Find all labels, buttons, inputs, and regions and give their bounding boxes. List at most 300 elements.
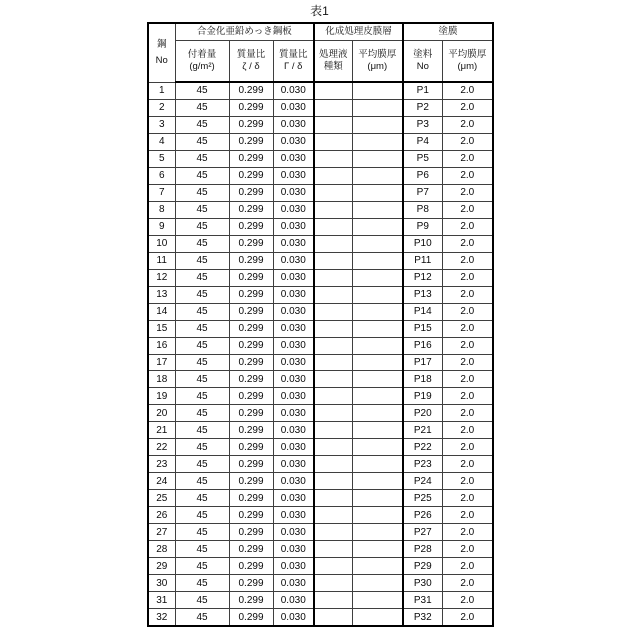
cell-paint-film-thickness: 2.0 — [442, 303, 493, 320]
table-row — [148, 490, 493, 507]
cell-paint-film-thickness: 2.0 — [442, 269, 493, 286]
cell-no: 19 — [148, 388, 175, 405]
cell-mass-ratio-zeta: 0.299 — [229, 558, 273, 575]
table-row — [148, 201, 493, 218]
header-paint-no: 塗料 No — [403, 41, 442, 83]
cell-paint-no: P25 — [403, 490, 442, 507]
cell-coating-weight: 45 — [175, 218, 229, 235]
header-conversion-avg-thickness: 平均膜厚 (μm) — [352, 41, 403, 83]
cell-mass-ratio-zeta: 0.299 — [229, 218, 273, 235]
cell-paint-no: P10 — [403, 235, 442, 252]
cell-coating-weight: 45 — [175, 116, 229, 133]
cell-conversion-film-thickness — [352, 558, 403, 575]
cell-paint-film-thickness: 2.0 — [442, 490, 493, 507]
cell-paint-film-thickness: 2.0 — [442, 456, 493, 473]
cell-coating-weight: 45 — [175, 235, 229, 252]
cell-paint-no: P1 — [403, 82, 442, 99]
cell-paint-no: P7 — [403, 184, 442, 201]
cell-mass-ratio-gamma: 0.030 — [273, 507, 314, 524]
cell-paint-no: P21 — [403, 422, 442, 439]
header-group-conversion-film: 化成処理皮膜層 — [314, 23, 403, 41]
table-row — [148, 609, 493, 626]
table-row — [148, 82, 493, 99]
cell-treatment-liquid-type — [314, 150, 352, 167]
cell-mass-ratio-zeta: 0.299 — [229, 320, 273, 337]
table-row — [148, 575, 493, 592]
cell-conversion-film-thickness — [352, 218, 403, 235]
cell-conversion-film-thickness — [352, 422, 403, 439]
table-row — [148, 473, 493, 490]
cell-treatment-liquid-type — [314, 388, 352, 405]
cell-no: 14 — [148, 303, 175, 320]
cell-no: 28 — [148, 541, 175, 558]
cell-coating-weight: 45 — [175, 558, 229, 575]
cell-mass-ratio-zeta: 0.299 — [229, 405, 273, 422]
cell-conversion-film-thickness — [352, 592, 403, 609]
cell-no: 8 — [148, 201, 175, 218]
cell-mass-ratio-gamma: 0.030 — [273, 201, 314, 218]
cell-paint-film-thickness: 2.0 — [442, 371, 493, 388]
cell-paint-film-thickness: 2.0 — [442, 575, 493, 592]
cell-mass-ratio-gamma: 0.030 — [273, 354, 314, 371]
cell-coating-weight: 45 — [175, 201, 229, 218]
cell-coating-weight: 45 — [175, 167, 229, 184]
cell-paint-film-thickness: 2.0 — [442, 609, 493, 626]
cell-paint-no: P27 — [403, 524, 442, 541]
cell-paint-film-thickness: 2.0 — [442, 473, 493, 490]
header-coating-weight: 付着量 (g/m²) — [175, 41, 229, 83]
cell-mass-ratio-gamma: 0.030 — [273, 218, 314, 235]
cell-coating-weight: 45 — [175, 252, 229, 269]
header-steel-no: 鋼 No — [148, 23, 175, 82]
cell-treatment-liquid-type — [314, 541, 352, 558]
cell-paint-film-thickness: 2.0 — [442, 218, 493, 235]
cell-paint-film-thickness: 2.0 — [442, 184, 493, 201]
table-row — [148, 456, 493, 473]
cell-conversion-film-thickness — [352, 99, 403, 116]
cell-coating-weight: 45 — [175, 490, 229, 507]
header-mass-ratio-zeta: 質量比 ζ / δ — [229, 41, 273, 83]
cell-coating-weight: 45 — [175, 456, 229, 473]
cell-no: 20 — [148, 405, 175, 422]
table-row — [148, 269, 493, 286]
cell-no: 7 — [148, 184, 175, 201]
table-row — [148, 184, 493, 201]
cell-treatment-liquid-type — [314, 167, 352, 184]
cell-coating-weight: 45 — [175, 150, 229, 167]
cell-mass-ratio-gamma: 0.030 — [273, 592, 314, 609]
cell-treatment-liquid-type — [314, 218, 352, 235]
table-row — [148, 99, 493, 116]
data-table — [147, 22, 494, 627]
cell-no: 11 — [148, 252, 175, 269]
table-row — [148, 116, 493, 133]
cell-paint-no: P26 — [403, 507, 442, 524]
cell-conversion-film-thickness — [352, 541, 403, 558]
cell-paint-film-thickness: 2.0 — [442, 286, 493, 303]
cell-treatment-liquid-type — [314, 609, 352, 626]
cell-no: 21 — [148, 422, 175, 439]
cell-coating-weight: 45 — [175, 303, 229, 320]
cell-mass-ratio-zeta: 0.299 — [229, 337, 273, 354]
cell-conversion-film-thickness — [352, 269, 403, 286]
cell-paint-film-thickness: 2.0 — [442, 524, 493, 541]
cell-coating-weight: 45 — [175, 269, 229, 286]
cell-conversion-film-thickness — [352, 167, 403, 184]
cell-conversion-film-thickness — [352, 388, 403, 405]
table-row — [148, 235, 493, 252]
cell-treatment-liquid-type — [314, 201, 352, 218]
cell-treatment-liquid-type — [314, 269, 352, 286]
cell-paint-no: P19 — [403, 388, 442, 405]
cell-coating-weight: 45 — [175, 609, 229, 626]
cell-no: 2 — [148, 99, 175, 116]
cell-treatment-liquid-type — [314, 592, 352, 609]
table-row — [148, 320, 493, 337]
cell-paint-no: P23 — [403, 456, 442, 473]
cell-no: 24 — [148, 473, 175, 490]
cell-paint-no: P9 — [403, 218, 442, 235]
cell-mass-ratio-gamma: 0.030 — [273, 524, 314, 541]
cell-mass-ratio-zeta: 0.299 — [229, 235, 273, 252]
cell-no: 3 — [148, 116, 175, 133]
cell-treatment-liquid-type — [314, 507, 352, 524]
cell-mass-ratio-gamma: 0.030 — [273, 405, 314, 422]
cell-treatment-liquid-type — [314, 558, 352, 575]
cell-treatment-liquid-type — [314, 337, 352, 354]
cell-conversion-film-thickness — [352, 371, 403, 388]
cell-mass-ratio-gamma: 0.030 — [273, 99, 314, 116]
cell-mass-ratio-zeta: 0.299 — [229, 184, 273, 201]
cell-mass-ratio-gamma: 0.030 — [273, 252, 314, 269]
table-row — [148, 303, 493, 320]
cell-paint-film-thickness: 2.0 — [442, 337, 493, 354]
cell-mass-ratio-zeta: 0.299 — [229, 133, 273, 150]
table-row — [148, 150, 493, 167]
cell-mass-ratio-gamma: 0.030 — [273, 286, 314, 303]
cell-coating-weight: 45 — [175, 439, 229, 456]
cell-paint-film-thickness: 2.0 — [442, 201, 493, 218]
cell-mass-ratio-zeta: 0.299 — [229, 167, 273, 184]
cell-mass-ratio-gamma: 0.030 — [273, 184, 314, 201]
cell-mass-ratio-gamma: 0.030 — [273, 490, 314, 507]
cell-mass-ratio-zeta: 0.299 — [229, 150, 273, 167]
cell-conversion-film-thickness — [352, 252, 403, 269]
cell-conversion-film-thickness — [352, 456, 403, 473]
cell-paint-film-thickness: 2.0 — [442, 541, 493, 558]
cell-mass-ratio-gamma: 0.030 — [273, 337, 314, 354]
table-row — [148, 439, 493, 456]
cell-conversion-film-thickness — [352, 524, 403, 541]
cell-paint-no: P31 — [403, 592, 442, 609]
cell-paint-film-thickness: 2.0 — [442, 354, 493, 371]
cell-conversion-film-thickness — [352, 150, 403, 167]
cell-mass-ratio-zeta: 0.299 — [229, 422, 273, 439]
cell-no: 25 — [148, 490, 175, 507]
cell-paint-film-thickness: 2.0 — [442, 320, 493, 337]
cell-coating-weight: 45 — [175, 575, 229, 592]
cell-treatment-liquid-type — [314, 99, 352, 116]
cell-conversion-film-thickness — [352, 116, 403, 133]
cell-mass-ratio-zeta: 0.299 — [229, 354, 273, 371]
cell-coating-weight: 45 — [175, 473, 229, 490]
cell-mass-ratio-gamma: 0.030 — [273, 320, 314, 337]
header-paint-avg-thickness: 平均膜厚 (μm) — [442, 41, 493, 83]
cell-conversion-film-thickness — [352, 337, 403, 354]
cell-no: 30 — [148, 575, 175, 592]
cell-treatment-liquid-type — [314, 235, 352, 252]
cell-paint-film-thickness: 2.0 — [442, 235, 493, 252]
cell-paint-no: P8 — [403, 201, 442, 218]
cell-conversion-film-thickness — [352, 473, 403, 490]
cell-mass-ratio-zeta: 0.299 — [229, 388, 273, 405]
table-row — [148, 405, 493, 422]
cell-paint-film-thickness: 2.0 — [442, 150, 493, 167]
cell-paint-no: P22 — [403, 439, 442, 456]
cell-treatment-liquid-type — [314, 320, 352, 337]
cell-no: 10 — [148, 235, 175, 252]
cell-treatment-liquid-type — [314, 524, 352, 541]
cell-no: 23 — [148, 456, 175, 473]
cell-conversion-film-thickness — [352, 405, 403, 422]
cell-paint-no: P6 — [403, 167, 442, 184]
cell-conversion-film-thickness — [352, 201, 403, 218]
header-group-galvanized-sheet: 合金化亜鉛めっき鋼板 — [175, 23, 314, 41]
table-row — [148, 507, 493, 524]
cell-paint-film-thickness: 2.0 — [442, 116, 493, 133]
cell-mass-ratio-gamma: 0.030 — [273, 575, 314, 592]
cell-treatment-liquid-type — [314, 405, 352, 422]
table-row — [148, 524, 493, 541]
cell-coating-weight: 45 — [175, 592, 229, 609]
cell-mass-ratio-gamma: 0.030 — [273, 82, 314, 99]
group-header-row — [148, 23, 493, 41]
cell-paint-film-thickness: 2.0 — [442, 133, 493, 150]
table-row — [148, 422, 493, 439]
cell-conversion-film-thickness — [352, 235, 403, 252]
cell-no: 1 — [148, 82, 175, 99]
table-row — [148, 354, 493, 371]
cell-mass-ratio-gamma: 0.030 — [273, 371, 314, 388]
cell-paint-no: P11 — [403, 252, 442, 269]
cell-paint-no: P30 — [403, 575, 442, 592]
cell-paint-film-thickness: 2.0 — [442, 422, 493, 439]
cell-paint-no: P17 — [403, 354, 442, 371]
cell-no: 5 — [148, 150, 175, 167]
cell-paint-film-thickness: 2.0 — [442, 252, 493, 269]
cell-paint-film-thickness: 2.0 — [442, 82, 493, 99]
table-row — [148, 558, 493, 575]
cell-mass-ratio-zeta: 0.299 — [229, 371, 273, 388]
cell-conversion-film-thickness — [352, 575, 403, 592]
cell-paint-no: P29 — [403, 558, 442, 575]
cell-mass-ratio-zeta: 0.299 — [229, 541, 273, 558]
cell-paint-no: P15 — [403, 320, 442, 337]
cell-treatment-liquid-type — [314, 490, 352, 507]
cell-paint-no: P12 — [403, 269, 442, 286]
cell-conversion-film-thickness — [352, 286, 403, 303]
table-row — [148, 252, 493, 269]
cell-paint-film-thickness: 2.0 — [442, 592, 493, 609]
header-group-paint-film: 塗膜 — [403, 23, 493, 41]
cell-coating-weight: 45 — [175, 541, 229, 558]
cell-paint-film-thickness: 2.0 — [442, 167, 493, 184]
cell-conversion-film-thickness — [352, 320, 403, 337]
cell-mass-ratio-zeta: 0.299 — [229, 439, 273, 456]
cell-no: 26 — [148, 507, 175, 524]
cell-coating-weight: 45 — [175, 320, 229, 337]
cell-no: 9 — [148, 218, 175, 235]
cell-coating-weight: 45 — [175, 388, 229, 405]
cell-treatment-liquid-type — [314, 252, 352, 269]
cell-no: 32 — [148, 609, 175, 626]
cell-paint-no: P32 — [403, 609, 442, 626]
cell-treatment-liquid-type — [314, 439, 352, 456]
cell-mass-ratio-zeta: 0.299 — [229, 524, 273, 541]
table-row — [148, 337, 493, 354]
cell-mass-ratio-zeta: 0.299 — [229, 456, 273, 473]
cell-no: 31 — [148, 592, 175, 609]
cell-mass-ratio-gamma: 0.030 — [273, 150, 314, 167]
header-mass-ratio-gamma: 質量比 Γ / δ — [273, 41, 314, 83]
cell-mass-ratio-zeta: 0.299 — [229, 303, 273, 320]
cell-coating-weight: 45 — [175, 337, 229, 354]
cell-treatment-liquid-type — [314, 354, 352, 371]
cell-coating-weight: 45 — [175, 507, 229, 524]
cell-coating-weight: 45 — [175, 524, 229, 541]
cell-paint-film-thickness: 2.0 — [442, 507, 493, 524]
cell-conversion-film-thickness — [352, 303, 403, 320]
cell-coating-weight: 45 — [175, 371, 229, 388]
cell-conversion-film-thickness — [352, 609, 403, 626]
table-row — [148, 286, 493, 303]
cell-mass-ratio-gamma: 0.030 — [273, 116, 314, 133]
cell-mass-ratio-gamma: 0.030 — [273, 235, 314, 252]
cell-no: 13 — [148, 286, 175, 303]
cell-mass-ratio-zeta: 0.299 — [229, 592, 273, 609]
cell-mass-ratio-zeta: 0.299 — [229, 82, 273, 99]
table-title: 表1 — [310, 4, 329, 18]
cell-mass-ratio-gamma: 0.030 — [273, 558, 314, 575]
cell-coating-weight: 45 — [175, 405, 229, 422]
cell-mass-ratio-gamma: 0.030 — [273, 439, 314, 456]
cell-conversion-film-thickness — [352, 82, 403, 99]
cell-treatment-liquid-type — [314, 456, 352, 473]
cell-coating-weight: 45 — [175, 354, 229, 371]
cell-no: 18 — [148, 371, 175, 388]
cell-mass-ratio-gamma: 0.030 — [273, 609, 314, 626]
cell-conversion-film-thickness — [352, 354, 403, 371]
cell-paint-film-thickness: 2.0 — [442, 439, 493, 456]
cell-no: 22 — [148, 439, 175, 456]
table-row — [148, 371, 493, 388]
cell-mass-ratio-zeta: 0.299 — [229, 575, 273, 592]
cell-mass-ratio-gamma: 0.030 — [273, 456, 314, 473]
cell-coating-weight: 45 — [175, 99, 229, 116]
cell-paint-no: P13 — [403, 286, 442, 303]
cell-mass-ratio-gamma: 0.030 — [273, 541, 314, 558]
cell-mass-ratio-gamma: 0.030 — [273, 167, 314, 184]
cell-mass-ratio-zeta: 0.299 — [229, 286, 273, 303]
cell-no: 17 — [148, 354, 175, 371]
table-row — [148, 388, 493, 405]
cell-conversion-film-thickness — [352, 439, 403, 456]
cell-coating-weight: 45 — [175, 133, 229, 150]
cell-treatment-liquid-type — [314, 422, 352, 439]
cell-treatment-liquid-type — [314, 116, 352, 133]
cell-no: 29 — [148, 558, 175, 575]
cell-mass-ratio-zeta: 0.299 — [229, 99, 273, 116]
sub-header-row — [148, 41, 493, 83]
cell-no: 15 — [148, 320, 175, 337]
cell-paint-no: P14 — [403, 303, 442, 320]
cell-no: 27 — [148, 524, 175, 541]
cell-coating-weight: 45 — [175, 82, 229, 99]
table-row — [148, 592, 493, 609]
header-treatment-liquid-type: 処理液 種類 — [314, 41, 352, 83]
cell-treatment-liquid-type — [314, 575, 352, 592]
cell-paint-no: P18 — [403, 371, 442, 388]
cell-mass-ratio-gamma: 0.030 — [273, 303, 314, 320]
cell-mass-ratio-gamma: 0.030 — [273, 133, 314, 150]
cell-mass-ratio-gamma: 0.030 — [273, 473, 314, 490]
cell-mass-ratio-zeta: 0.299 — [229, 507, 273, 524]
cell-no: 4 — [148, 133, 175, 150]
cell-no: 16 — [148, 337, 175, 354]
cell-treatment-liquid-type — [314, 286, 352, 303]
cell-treatment-liquid-type — [314, 82, 352, 99]
cell-conversion-film-thickness — [352, 184, 403, 201]
cell-no: 12 — [148, 269, 175, 286]
cell-paint-no: P4 — [403, 133, 442, 150]
cell-conversion-film-thickness — [352, 490, 403, 507]
cell-paint-no: P3 — [403, 116, 442, 133]
cell-paint-film-thickness: 2.0 — [442, 558, 493, 575]
cell-paint-no: P5 — [403, 150, 442, 167]
cell-treatment-liquid-type — [314, 133, 352, 150]
table-row — [148, 133, 493, 150]
cell-treatment-liquid-type — [314, 184, 352, 201]
cell-mass-ratio-gamma: 0.030 — [273, 422, 314, 439]
cell-mass-ratio-zeta: 0.299 — [229, 490, 273, 507]
cell-no: 6 — [148, 167, 175, 184]
table-row — [148, 218, 493, 235]
cell-conversion-film-thickness — [352, 507, 403, 524]
cell-treatment-liquid-type — [314, 473, 352, 490]
table-header — [148, 23, 493, 82]
cell-paint-film-thickness: 2.0 — [442, 405, 493, 422]
table-row — [148, 541, 493, 558]
table-body — [148, 82, 493, 626]
cell-coating-weight: 45 — [175, 286, 229, 303]
cell-mass-ratio-zeta: 0.299 — [229, 269, 273, 286]
cell-conversion-film-thickness — [352, 133, 403, 150]
table-row — [148, 167, 493, 184]
cell-coating-weight: 45 — [175, 184, 229, 201]
cell-mass-ratio-zeta: 0.299 — [229, 473, 273, 490]
cell-paint-no: P16 — [403, 337, 442, 354]
cell-paint-film-thickness: 2.0 — [442, 99, 493, 116]
cell-coating-weight: 45 — [175, 422, 229, 439]
cell-treatment-liquid-type — [314, 371, 352, 388]
cell-mass-ratio-gamma: 0.030 — [273, 388, 314, 405]
cell-mass-ratio-zeta: 0.299 — [229, 201, 273, 218]
cell-paint-no: P20 — [403, 405, 442, 422]
cell-paint-no: P24 — [403, 473, 442, 490]
cell-mass-ratio-gamma: 0.030 — [273, 269, 314, 286]
cell-treatment-liquid-type — [314, 303, 352, 320]
cell-paint-no: P2 — [403, 99, 442, 116]
